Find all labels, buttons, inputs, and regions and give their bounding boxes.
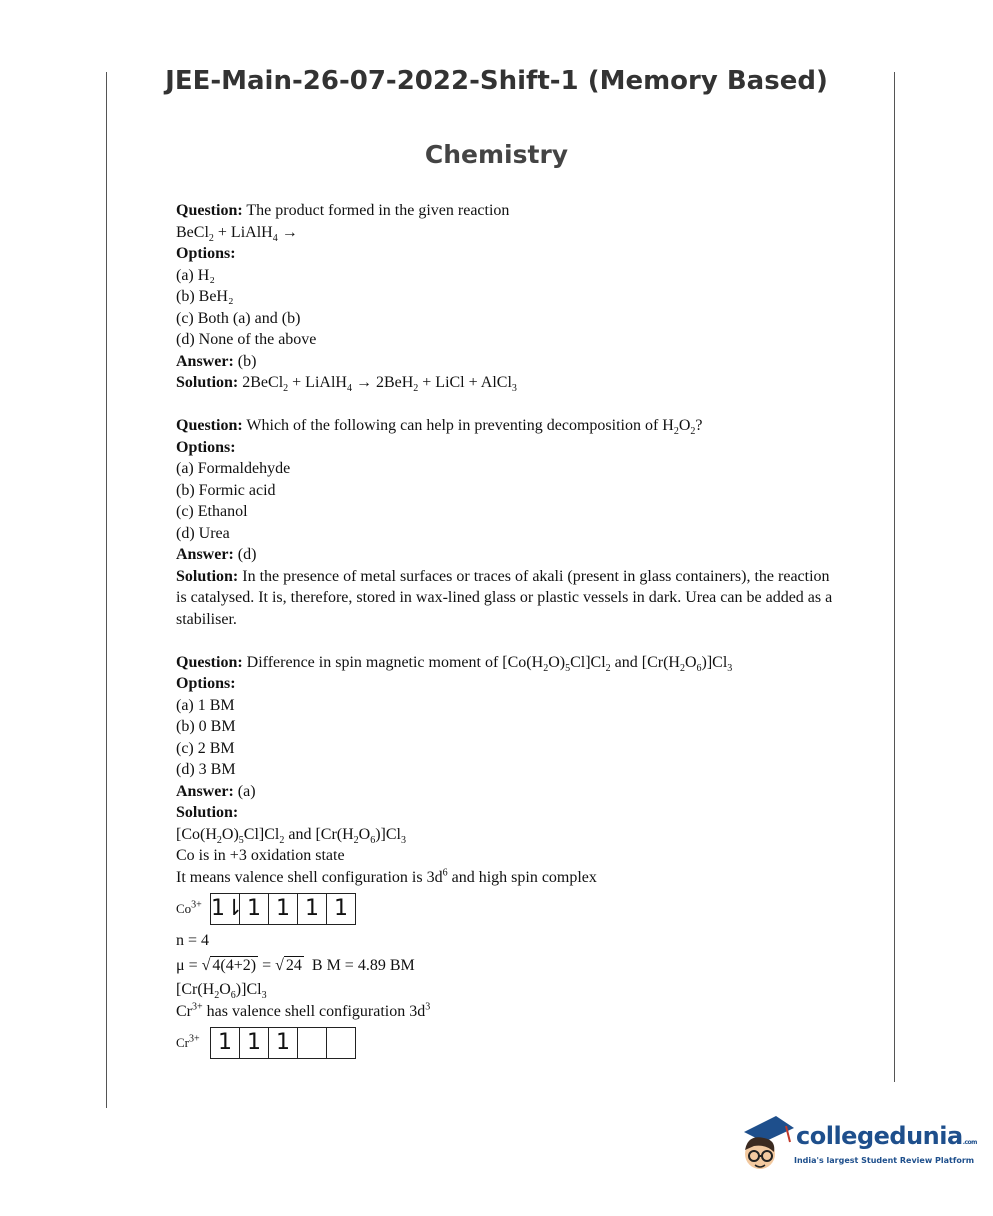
options-label: Options: — [176, 438, 236, 456]
subject-heading: Chemistry — [424, 140, 569, 169]
orbital-box: 1 — [240, 1028, 269, 1058]
solution-label: Solution: — [176, 567, 239, 585]
question-block-2 — [176, 415, 836, 630]
question-block-1 — [176, 200, 836, 394]
option-b: (b) 0 BM — [176, 718, 236, 735]
answer-label: Answer: — [176, 782, 234, 800]
answer-label: Answer: — [176, 546, 234, 563]
answer-label: Answer: — [176, 352, 234, 370]
options-label: Options: — [176, 245, 236, 262]
question-text: The product formed in the given reaction — [246, 202, 510, 219]
orbital-box: 1 — [298, 894, 327, 924]
option-c: (c) Ethanol — [176, 503, 248, 520]
complex-formulas: $[Co(H_2O)_5Cl]Cl_2$ and $[Cr(H_2O_6)]Cl_3$ — [176, 825, 406, 846]
co-orbital-diagram — [176, 892, 836, 926]
option-b: (b) BeH₂ — [176, 288, 234, 305]
answer-value: (b) — [237, 352, 257, 370]
cr-orbital-diagram — [176, 1026, 836, 1060]
option-b: (b) Formic acid — [176, 481, 276, 499]
solution-text: In the presence of metal surfaces or traces of akali (present in glass containers), the reaction is catalysed. It is, therefore, stored in wax-lined glass or plastic vessels in dark. Urea can be added as a stabiliser. — [176, 567, 833, 628]
logo-wordmark: collegedunia.com — [796, 1122, 977, 1150]
magnetic-moment-formula: μ = √ 4(4+2) = √ 24 B M = 4.89 BM — [176, 956, 415, 974]
cr-ion-label: $Cr^{3+}$ — [176, 1033, 200, 1051]
logo-tagline: India's largest Student Review Platform — [794, 1156, 975, 1165]
option-a: (a) 1 BM — [176, 696, 235, 714]
co-oxidation-state: Co is in +3 oxidation state — [176, 847, 345, 864]
answer-value: (d) — [237, 546, 257, 563]
orbital-box: 1 — [240, 894, 269, 924]
solution-equation: 2BeCl$_2$ + LiAlH$_4$ → 2BeH$_2$ + LiCl + AlCl$_3$ — [242, 374, 517, 395]
orbital-box: 1 — [211, 1028, 240, 1058]
page-border-left — [106, 72, 107, 1108]
orbital-boxes — [210, 893, 356, 925]
reaction-equation: BeCl$_2$ + LiAlH$_4$ → — [176, 223, 298, 244]
option-d: (d) 3 BM — [176, 761, 236, 778]
unpaired-electrons: n = 4 — [176, 932, 210, 949]
question-block-3 — [176, 652, 836, 1061]
solution-label: Solution: — [176, 374, 239, 391]
options-label: Options: — [176, 675, 236, 692]
option-c: (c) 2 BM — [176, 739, 235, 757]
orbital-boxes — [210, 1027, 356, 1059]
question-text: Which of the following can help in preventing decomposition of $H_2O_2$? — [246, 417, 703, 438]
question-text: Difference in spin magnetic moment of $[Co(H_2O)_5Cl]Cl_2$ and $[Cr(H_2O_6)]Cl_3$ — [246, 653, 733, 674]
co-configuration: It means valence shell configuration is $3d^6$ and high spin complex — [176, 867, 597, 886]
mascot-icon — [736, 1112, 794, 1176]
option-a: (a) H₂ — [176, 266, 215, 284]
orbital-box — [298, 1028, 327, 1058]
collegedunia-logo[interactable] — [736, 1110, 977, 1180]
orbital-box: 1 — [334, 896, 348, 921]
option-d: (d) None of the above — [176, 331, 317, 348]
question-label: Question: — [176, 653, 243, 671]
orbital-box: 1 — [269, 894, 298, 924]
question-label: Question: — [176, 202, 243, 219]
option-a: (a) Formaldehyde — [176, 460, 291, 477]
orbital-box — [327, 1028, 355, 1058]
solution-label: Solution: — [176, 804, 239, 821]
page-border-right — [894, 72, 895, 1082]
orbital-box: 1⇂ — [211, 894, 240, 924]
co-ion-label: $Co^{3+}$ — [176, 899, 202, 917]
answer-value: (a) — [237, 782, 256, 800]
document-body — [176, 200, 836, 1064]
page-title: JEE-Main-26-07-2022-Shift-1 (Memory Based) — [165, 66, 828, 96]
cr-configuration: $Cr^{3+}$ has valence shell configuration $3d^3$ — [176, 1001, 431, 1020]
orbital-box: 1 — [269, 1028, 298, 1058]
cr-complex-formula: $[Cr(H_2O_6)]Cl_3$ — [176, 981, 267, 1002]
question-label: Question: — [176, 417, 243, 434]
option-c: (c) Both (a) and (b) — [176, 309, 301, 327]
option-d: (d) Urea — [176, 524, 230, 542]
